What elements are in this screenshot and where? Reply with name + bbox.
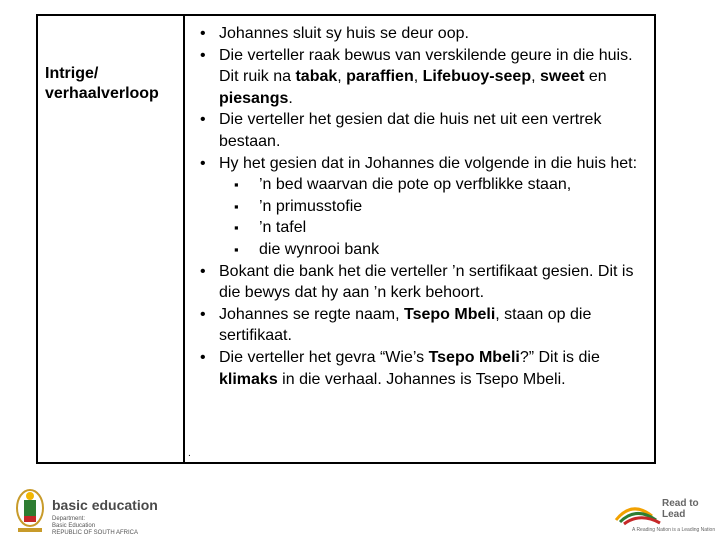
text-run: Die verteller het gevra “Wie’s — [219, 348, 429, 366]
text-run: . — [288, 89, 293, 107]
sub-item: ▪ ’n tafel — [197, 217, 647, 239]
bullet-item — [197, 153, 647, 175]
bullet-item — [197, 23, 647, 45]
logo-sub-line: REPUBLIC OF SOUTH AFRICA — [52, 530, 139, 536]
bullet-item — [197, 261, 647, 304]
stray-mark: . — [188, 448, 191, 459]
bullet-item — [197, 347, 647, 390]
bullet-item — [197, 45, 647, 110]
coat-of-arms-icon — [10, 486, 50, 536]
text-run: in die verhaal. Johannes is Tsepo Mbeli. — [277, 370, 566, 388]
text-run: Johannes se regte naam, — [219, 305, 405, 323]
bold-phrase: Tsepo Mbeli — [428, 348, 520, 366]
text-run: Hy het gesien dat in Johannes die volgende in die huis het: — [219, 154, 638, 172]
table-divider — [183, 14, 185, 464]
bold-phrase: sweet — [539, 68, 585, 86]
text-run: , — [337, 68, 347, 86]
logo-sub-line: Department: — [52, 516, 86, 522]
basic-education-logo-text: basic education — [52, 497, 158, 513]
text-run: Bokant die bank het die verteller ’n sertifikaat gesien. Dit is die bewys dat hy aan ’n kerk behoort. — [219, 262, 634, 302]
bold-phrase: paraffien — [346, 68, 414, 86]
read-to-lead-tagline: A Reading Nation is a Leading Nation — [632, 527, 716, 533]
bold-phrase: piesangs — [219, 89, 289, 107]
bullet-item — [197, 109, 647, 152]
bold-phrase: tabak — [295, 68, 338, 86]
text-run: , staan op die sertifikaat. — [219, 305, 592, 345]
bullet-list — [197, 23, 647, 390]
logo-sub-line: Basic Education — [52, 523, 96, 529]
sub-item: ▪ die wynrooi bank — [197, 239, 647, 261]
text-run: , — [531, 68, 540, 86]
text-run: Johannes sluit sy huis se deur oop. — [219, 25, 469, 42]
text-run: ?” Dit is die — [519, 348, 600, 366]
sub-item: ▪ ’n bed waarvan die pote op verfblikke staan, — [197, 174, 647, 196]
text-run: , — [413, 68, 423, 86]
basic-education-logo-sub — [52, 516, 138, 537]
bullet-item — [197, 304, 647, 347]
bold-phrase: klimaks — [219, 370, 278, 388]
bold-phrase: Tsepo Mbeli — [404, 305, 496, 323]
row-label-line2: verhaalverloop — [45, 85, 159, 102]
text-run: Die verteller raak bewus van verskilende geure in die huis. Dit ruik na — [219, 46, 633, 86]
row-label-line1: Intrige/ — [45, 65, 99, 82]
row-label — [45, 64, 159, 104]
text-run: en — [584, 68, 607, 86]
plot-bullets — [197, 23, 647, 390]
bold-phrase: Lifebuoy-seep — [422, 68, 532, 86]
read-to-lead-logo-text: Read to Lead — [662, 498, 699, 520]
sub-item: ▪ ’n primusstofie — [197, 196, 647, 218]
text-run: Die verteller het gesien dat die huis net uit een vertrek bestaan. — [219, 111, 602, 150]
